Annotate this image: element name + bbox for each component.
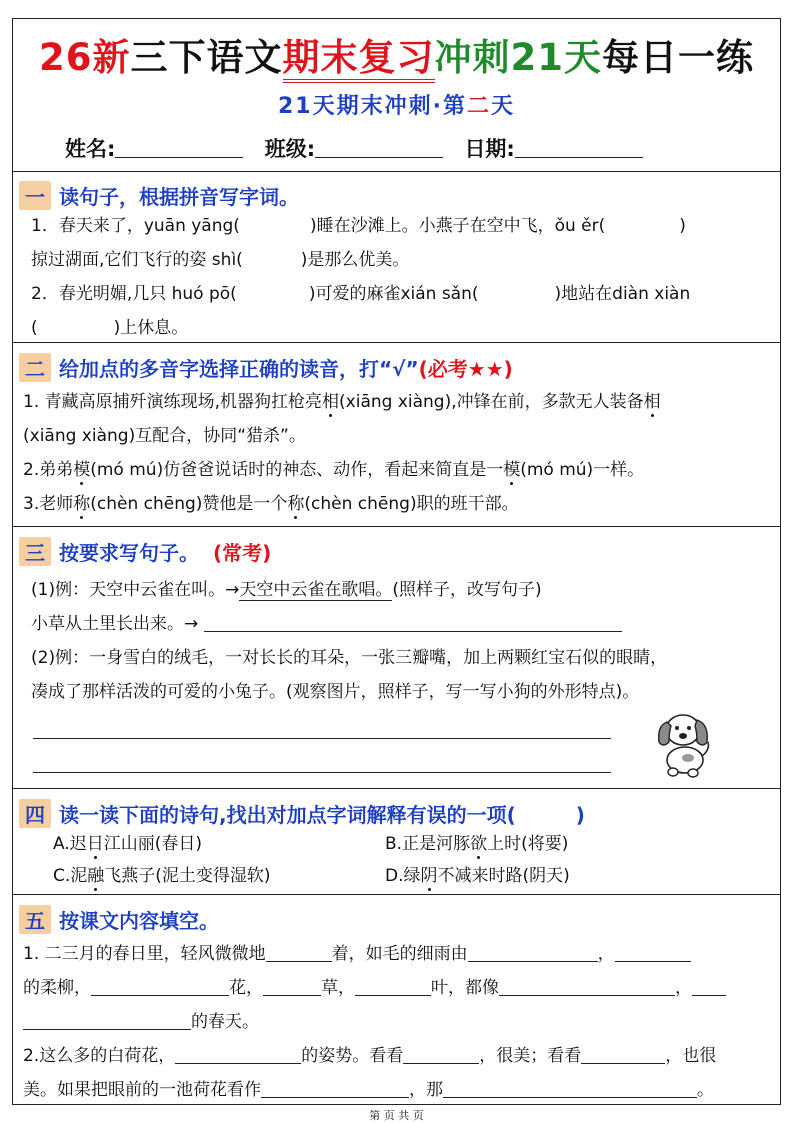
s1-line-3	[31, 283, 774, 305]
s5-text: ，也很	[665, 1046, 717, 1066]
option-text: D.绿	[385, 866, 421, 886]
option-d[interactable]	[385, 865, 774, 887]
section-1-title: 读句子，根据拼音写字词。	[59, 185, 299, 209]
dotted-char: 模	[73, 460, 91, 480]
dotted-char: 阴	[420, 866, 438, 886]
s5-line-5	[23, 1079, 774, 1101]
dotted-char: 欲	[470, 834, 488, 854]
dotted-char: 模	[503, 460, 521, 480]
blank[interactable]	[443, 1079, 697, 1098]
dotted-char: 相	[322, 392, 340, 412]
section-1	[13, 171, 780, 343]
s2-text: (chèn chēng)职的班干部。	[304, 494, 519, 514]
blank[interactable]	[263, 977, 321, 996]
section-2-heading	[19, 353, 513, 382]
page-title	[13, 27, 780, 81]
subtitle-end: 天	[490, 94, 515, 119]
s5-text: 美。如果把眼前的一池荷花看作	[23, 1080, 261, 1100]
s1-text: )睡在沙滩上。小燕子在空中飞，ǒu ěr(	[309, 216, 606, 236]
date-label: 日期:	[464, 137, 515, 161]
worksheet-frame	[12, 18, 781, 1105]
section-2-title: 给加点的多音字选择正确的读音，打“√”	[59, 357, 419, 381]
s3-text: (照样子，改写句子)	[392, 580, 542, 600]
title-part-year: 26新	[39, 36, 131, 79]
s1-text: (	[31, 318, 38, 338]
title-part-daily: 每日一练	[602, 36, 754, 79]
dotted-char: 日	[86, 834, 104, 854]
option-text: 上时(将要)	[487, 834, 569, 854]
section-2-requirement: (必考★★)	[418, 357, 513, 381]
section-4-title: 读一读下面的诗句,找出对加点字词解释有误的一项(	[59, 803, 516, 827]
s2-text: 3.老师	[23, 494, 74, 514]
s1-line-4	[31, 317, 774, 339]
section-3-requirement: (常考)	[213, 541, 272, 565]
s5-line-1	[23, 943, 774, 965]
s5-text: 着，如毛的细雨由	[331, 944, 468, 964]
dotted-char: 相	[643, 392, 661, 412]
s2-line-3	[23, 459, 774, 481]
section-5-number: 五	[19, 905, 51, 934]
section-1-heading	[19, 181, 299, 210]
section-2-number: 二	[19, 353, 51, 382]
s1-line-1	[31, 215, 774, 237]
dotted-char: 融	[87, 866, 105, 886]
example-answer: 天空中云雀在歌唱。	[239, 580, 393, 600]
worksheet-header	[13, 19, 780, 172]
section-4	[13, 789, 780, 895]
s5-text: ，	[597, 944, 615, 964]
s3-line-1	[31, 579, 774, 601]
class-label: 班级:	[264, 137, 316, 161]
s5-text: 1. 二三月的春日里，轻风微微地	[23, 944, 266, 964]
option-text: 不减来时路(阴天)	[437, 866, 570, 886]
title-part-review: 期末复习	[283, 36, 435, 83]
section-5	[13, 895, 780, 1105]
blank[interactable]	[692, 977, 726, 996]
s5-text: ，很美；看看	[479, 1046, 582, 1066]
section-3-title: 按要求写句子。	[59, 541, 199, 565]
section-2	[13, 343, 780, 527]
s2-text: 2.弟弟	[23, 460, 74, 480]
page-subtitle	[13, 89, 780, 120]
s1-text: )地站在diàn xiàn	[554, 284, 691, 304]
s5-line-2	[23, 977, 774, 999]
name-label: 姓名:	[65, 137, 116, 161]
page-footer: 第 页 共 页	[369, 1109, 424, 1122]
section-5-heading	[19, 905, 219, 934]
s2-line-4	[23, 493, 774, 515]
puppy-illustration	[643, 700, 723, 780]
s1-text: 1．春天来了，yuān yāng(	[31, 216, 240, 236]
subtitle-main: 21天期末冲刺·第	[277, 94, 467, 119]
option-text: 江山丽(春日)	[103, 834, 202, 854]
s3-text: (2)例：一身雪白的绒毛，一对长长的耳朵，一张三瓣嘴，加上两颗红宝石似的眼睛，	[31, 648, 668, 668]
section-4-title-end: )	[575, 803, 585, 827]
s2-text: (xiāng xiàng)互配合，协同“猎杀”。	[23, 426, 306, 446]
section-5-title: 按课文内容填空。	[59, 909, 219, 933]
s5-text: 草，	[321, 978, 355, 998]
s1-text: 2．春光明媚,几只 huó pō(	[31, 284, 237, 304]
name-field[interactable]	[115, 139, 243, 158]
s5-text: ，那	[409, 1080, 443, 1100]
s2-text: (xiāng xiàng),冲锋在前，多款无人装备	[339, 392, 644, 412]
section-1-number: 一	[19, 181, 51, 210]
dotted-char: 称	[287, 494, 305, 514]
option-text: 飞燕子(泥土变得湿软)	[104, 866, 271, 886]
blank[interactable]	[261, 1079, 409, 1098]
student-info-row	[65, 133, 657, 163]
s2-text: (mó mú)一样。	[520, 460, 645, 480]
dotted-char: 称	[73, 494, 91, 514]
blank[interactable]	[175, 1045, 301, 1064]
class-field[interactable]	[315, 139, 443, 158]
s1-text: )	[679, 216, 686, 236]
option-text: A.迟	[53, 834, 87, 854]
option-text: B.正是河豚	[385, 834, 471, 854]
s5-text: ，	[675, 978, 692, 998]
blank[interactable]	[91, 977, 229, 996]
s1-text: )可爱的麻雀xián sǎn(	[308, 284, 479, 304]
date-field[interactable]	[515, 139, 643, 158]
section-4-heading	[19, 799, 585, 828]
blank[interactable]	[499, 977, 675, 996]
section-3-heading	[19, 537, 271, 566]
option-b[interactable]	[385, 833, 774, 855]
s5-text: 的春天。	[191, 1012, 259, 1032]
s3-line-3	[31, 647, 774, 669]
blank[interactable]	[355, 977, 431, 996]
s2-text: (mó mú)仿爸爸说话时的神态、动作，看起来简直是一	[90, 460, 504, 480]
s2-line-2	[23, 425, 774, 447]
section-3-number: 三	[19, 537, 51, 566]
s5-text: 的姿势。看看	[301, 1046, 404, 1066]
s2-line-1	[23, 391, 774, 413]
s2-text: (chèn chēng)赞他是一个	[90, 494, 288, 514]
answer-line[interactable]	[204, 613, 622, 632]
s5-text: 。	[697, 1080, 714, 1100]
s3-text: 小草从土里长出来。→	[31, 614, 199, 634]
s1-line-2	[31, 249, 774, 271]
section-4-number: 四	[19, 799, 51, 828]
s5-text: 花，	[229, 978, 263, 998]
s5-line-3	[23, 1011, 774, 1033]
blank[interactable]	[468, 943, 598, 962]
s5-text: 叶，都像	[431, 978, 499, 998]
s1-text: )是那么优美。	[300, 250, 410, 270]
answer-line[interactable]	[33, 737, 611, 739]
answer-line[interactable]	[33, 771, 611, 773]
s2-text: 1. 青藏高原捕歼演练现场,机器狗扛枪亮	[23, 392, 323, 412]
blank[interactable]	[266, 943, 332, 962]
s5-line-4	[23, 1045, 774, 1067]
blank[interactable]	[615, 943, 691, 962]
s5-text: 2.这么多的白荷花，	[23, 1046, 176, 1066]
title-part-sprint: 冲刺21天	[434, 36, 602, 79]
s3-text: (1)例：天空中云雀在叫。→	[31, 580, 240, 600]
s3-text: 凑成了那样活泼的可爱的小兔子。(观察图片，照样子，写一写小狗的外形特点)。	[31, 682, 640, 702]
blank[interactable]	[581, 1045, 665, 1064]
s1-text: )上休息。	[113, 318, 189, 338]
s5-text: 的柔柳，	[23, 978, 91, 998]
subtitle-day: 二	[466, 94, 491, 119]
blank[interactable]	[23, 1011, 191, 1030]
blank[interactable]	[403, 1045, 479, 1064]
s1-text: 掠过湖面,它们飞行的姿 shì(	[31, 250, 243, 270]
title-part-grade: 三下语文	[130, 36, 283, 79]
s3-line-2	[31, 613, 774, 635]
option-text: C.泥	[53, 866, 88, 886]
